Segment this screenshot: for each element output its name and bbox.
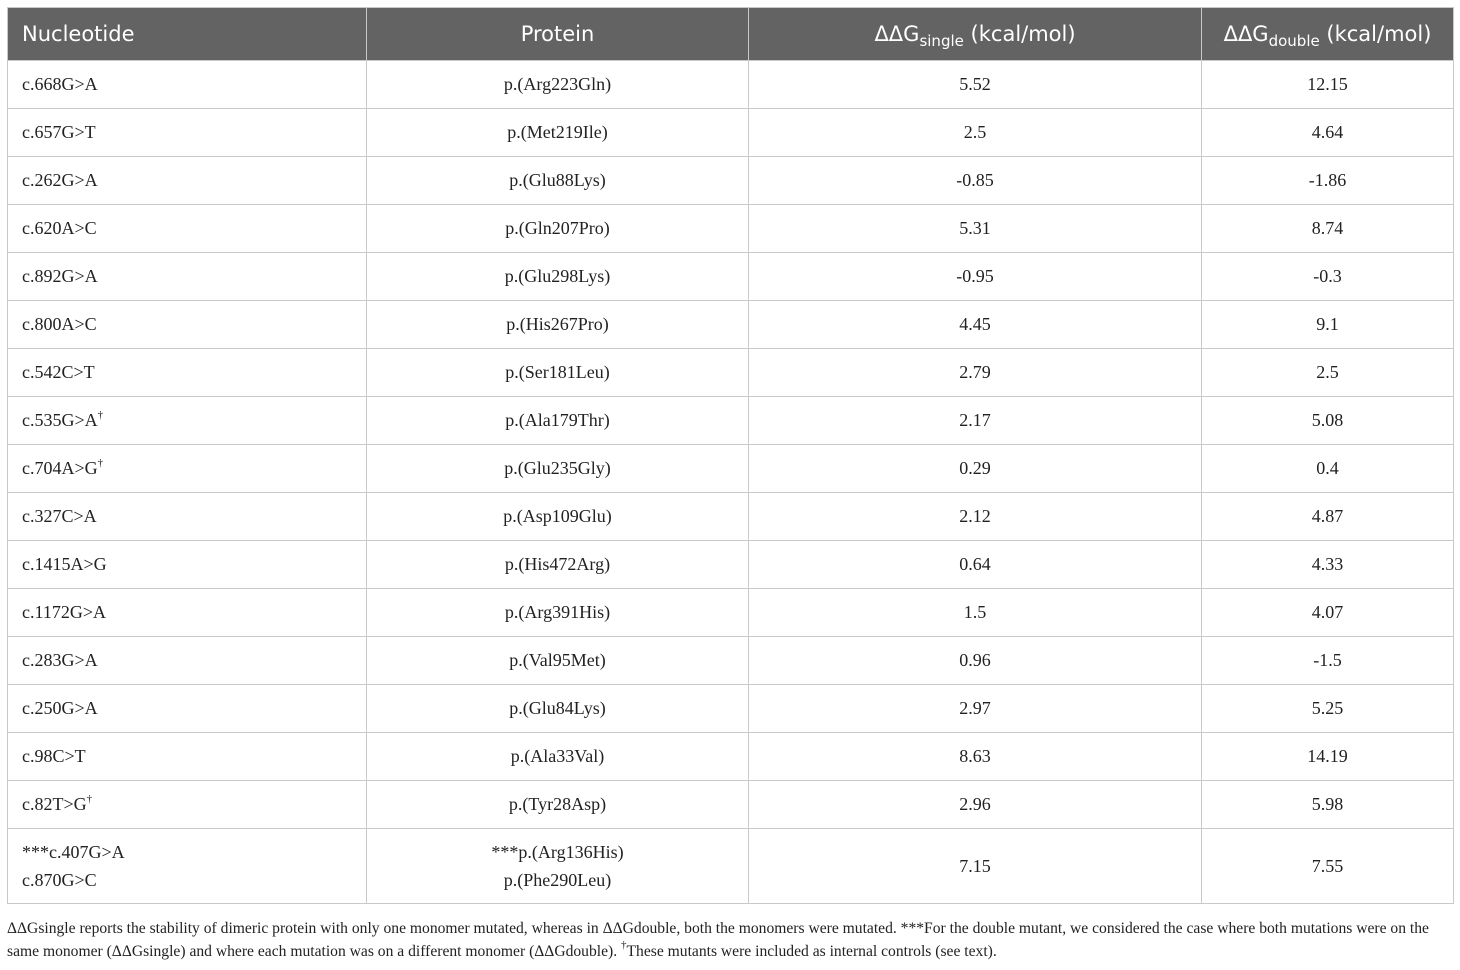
cell-ddg-single-text: 2.97 [959,698,991,718]
cell-protein [367,445,749,493]
cell-nucleotide [8,637,367,685]
header-nucleotide: Nucleotide [8,8,367,61]
cell-ddg-double [1202,253,1454,301]
cell-ddg-double [1202,541,1454,589]
cell-protein [367,589,749,637]
header-ddg-single-subscript: single [919,32,964,50]
cell-ddg-single-text: 0.29 [959,458,991,478]
cell-ddg-double-text: -1.5 [1313,650,1342,670]
cell-ddg-double [1202,445,1454,493]
cell-ddg-double [1202,301,1454,349]
cell-ddg-double [1202,589,1454,637]
cell-ddg-double-text: -1.86 [1308,170,1347,190]
cell-ddg-double-text: -0.3 [1313,266,1342,286]
protein-line: ***p.(Arg136His) [491,842,624,862]
table-row [8,685,1454,733]
table-row [8,445,1454,493]
cell-ddg-double: 7.55 [1202,829,1454,904]
cell-nucleotide-text: c.542C>T [22,362,95,382]
cell-ddg-single-text: 2.17 [959,410,991,430]
cell-nucleotide-text: c.535G>A [22,410,98,430]
cell-ddg-single-text: -0.95 [956,266,994,286]
cell-protein [367,781,749,829]
dagger-mark: † [86,793,93,805]
cell-ddg-double [1202,397,1454,445]
cell-nucleotide [8,445,367,493]
cell-protein-text: p.(Glu298Lys) [504,266,611,286]
cell-nucleotide [8,781,367,829]
cell-nucleotide [8,301,367,349]
cell-protein-text: p.(His472Arg) [504,554,611,574]
table-row [8,637,1454,685]
cell-ddg-single [749,685,1202,733]
cell-ddg-single [749,781,1202,829]
cell-nucleotide-text: c.250G>A [22,698,98,718]
cell-ddg-single [749,349,1202,397]
cell-ddg-single-text: 4.45 [959,314,991,334]
table-row [8,301,1454,349]
cell-protein-text: p.(Arg223Gln) [503,74,612,94]
footnote-dagger: † [621,939,627,951]
cell-protein-text: p.(Arg391His) [504,602,611,622]
cell-ddg-single [749,157,1202,205]
cell-ddg-double-text: 5.25 [1311,698,1344,718]
cell-nucleotide [8,685,367,733]
cell-ddg-single [749,733,1202,781]
header-ddg-single [749,8,1202,61]
cell-nucleotide [8,589,367,637]
cell-ddg-single-text: 0.64 [959,554,991,574]
cell-ddg-double [1202,733,1454,781]
cell-ddg-double [1202,781,1454,829]
cell-nucleotide [8,733,367,781]
cell-ddg-double-text: 14.19 [1307,746,1348,766]
cell-protein [367,349,749,397]
cell-ddg-single [749,637,1202,685]
cell-ddg-double-text: 4.07 [1311,602,1344,622]
cell-ddg-single-text: 2.5 [963,122,987,142]
cell-ddg-single-text: 5.52 [959,74,991,94]
header-ddg-double-unit: (kcal/mol) [1319,22,1432,46]
cell-nucleotide [8,541,367,589]
table-row [8,397,1454,445]
cell-protein-text: p.(Asp109Glu) [503,506,612,526]
cell-ddg-double [1202,205,1454,253]
cell-ddg-single: 7.15 [749,829,1202,904]
cell-nucleotide [8,157,367,205]
table-row [8,781,1454,829]
cell-ddg-single [749,589,1202,637]
table-row [8,589,1454,637]
table-row [8,541,1454,589]
cell-nucleotide-text: c.704A>G [22,458,98,478]
cell-protein-text: p.(Met219Ile) [507,122,608,142]
footnote-text-controls: These mutants were included as internal controls (see text). [626,943,997,960]
header-row [8,8,1454,61]
header-protein: Protein [367,8,749,61]
cell-protein [367,733,749,781]
cell-protein-text: p.(Glu88Lys) [509,170,606,190]
table-body [8,61,1454,904]
table-footnote [7,917,1457,963]
cell-protein [367,157,749,205]
cell-protein [367,301,749,349]
cell-ddg-double-text: 2.5 [1316,362,1339,382]
cell-nucleotide [8,205,367,253]
cell-ddg-single [749,301,1202,349]
cell-nucleotide [8,493,367,541]
cell-ddg-single-text: 2.12 [959,506,991,526]
cell-nucleotide-text: c.327C>A [22,506,97,526]
cell-ddg-single-text: -0.85 [956,170,994,190]
cell-ddg-single [749,109,1202,157]
cell-protein-text: p.(Gln207Pro) [505,218,610,238]
cell-nucleotide [8,109,367,157]
cell-ddg-double [1202,157,1454,205]
cell-protein-text: p.(Ala33Val) [510,746,605,766]
cell-nucleotide-text: c.82T>G [22,794,87,814]
table-row [8,205,1454,253]
cell-nucleotide-text: c.1415A>G [22,554,107,574]
cell-protein [367,61,749,109]
cell-ddg-double [1202,61,1454,109]
cell-nucleotide-text: c.283G>A [22,650,98,670]
cell-nucleotide-text: c.892G>A [22,266,98,286]
header-ddg-double-symbol: ΔΔG [1223,22,1269,46]
cell-nucleotide-text: c.620A>C [22,218,97,238]
cell-protein [367,685,749,733]
table-row [8,349,1454,397]
cell-ddg-double-text: 12.15 [1307,74,1348,94]
cell-ddg-single [749,205,1202,253]
cell-protein [367,493,749,541]
cell-protein [367,253,749,301]
nucleotide-line: ***c.407G>A [22,842,125,862]
cell-protein-text: p.(His267Pro) [506,314,609,334]
header-ddg-double [1202,8,1454,61]
cell-ddg-double [1202,685,1454,733]
protein-line: p.(Phe290Leu) [503,870,612,890]
cell-ddg-double-text: 4.64 [1311,122,1344,142]
dagger-mark: † [97,457,104,469]
cell-ddg-single-text: 0.96 [959,650,991,670]
cell-protein-text: p.(Ala179Thr) [505,410,610,430]
mutation-stability-table-container [7,7,1453,904]
cell-nucleotide [8,397,367,445]
cell-ddg-single [749,445,1202,493]
header-ddg-single-unit: (kcal/mol) [963,22,1076,46]
table-row [8,733,1454,781]
cell-nucleotide [8,253,367,301]
cell-protein-text: p.(Val95Met) [509,650,606,670]
cell-ddg-single [749,493,1202,541]
cell-ddg-single-text: 2.79 [959,362,991,382]
table-header [8,8,1454,61]
table-row [8,109,1454,157]
table-row [8,253,1454,301]
cell-nucleotide [8,61,367,109]
cell-ddg-double-text: 4.33 [1311,554,1344,574]
header-ddg-double-subscript: double [1268,32,1320,50]
cell-nucleotide-text: c.657G>T [22,122,96,142]
cell-protein [367,109,749,157]
cell-ddg-double-text: 9.1 [1316,314,1339,334]
cell-ddg-double [1202,109,1454,157]
table-row [8,493,1454,541]
cell-ddg-double-text: 5.08 [1311,410,1344,430]
cell-nucleotide [8,829,367,904]
table-row [8,61,1454,109]
cell-protein-text: p.(Tyr28Asp) [508,794,607,814]
cell-ddg-double-text: 0.4 [1316,458,1339,478]
cell-protein [367,829,749,904]
cell-protein [367,637,749,685]
cell-protein-text: p.(Glu235Gly) [504,458,611,478]
cell-nucleotide [8,349,367,397]
cell-nucleotide-text: c.668G>A [22,74,98,94]
cell-ddg-double-text: 4.87 [1311,506,1344,526]
table-row [8,157,1454,205]
cell-protein-text: p.(Glu84Lys) [509,698,606,718]
cell-ddg-single-text: 1.5 [963,602,987,622]
cell-ddg-single-text: 8.63 [959,746,991,766]
cell-nucleotide-text: c.1172G>A [22,602,106,622]
cell-ddg-double [1202,349,1454,397]
cell-protein-text: p.(Ser181Leu) [505,362,610,382]
mutation-stability-table [7,7,1454,904]
dagger-mark: † [97,409,104,421]
cell-ddg-double [1202,637,1454,685]
cell-ddg-single [749,397,1202,445]
cell-ddg-single [749,541,1202,589]
cell-nucleotide-text: c.98C>T [22,746,86,766]
cell-ddg-single-text: 2.96 [959,794,991,814]
cell-ddg-double-text: 8.74 [1311,218,1344,238]
cell-protein [367,541,749,589]
cell-protein [367,205,749,253]
cell-ddg-single [749,61,1202,109]
cell-ddg-single [749,253,1202,301]
nucleotide-line: c.870G>C [22,870,97,890]
header-ddg-single-symbol: ΔΔG [874,22,920,46]
cell-nucleotide-text: c.262G>A [22,170,98,190]
cell-ddg-single-text: 5.31 [959,218,991,238]
cell-nucleotide-text: c.800A>C [22,314,97,334]
footnote-text: ΔΔGsingle reports the stability of dimeric protein with only one monomer mutated, whereas in ΔΔGdouble, both the monomers were mutated. ***For the double mutant, we considered the case where both mutations were on the same monomer (ΔΔGsingle) and where each mutation was on a different monomer (ΔΔGdouble). [7,920,1429,960]
cell-ddg-double-text: 5.98 [1311,794,1344,814]
table-row-double-mutant [8,829,1454,904]
cell-protein [367,397,749,445]
cell-ddg-double [1202,493,1454,541]
